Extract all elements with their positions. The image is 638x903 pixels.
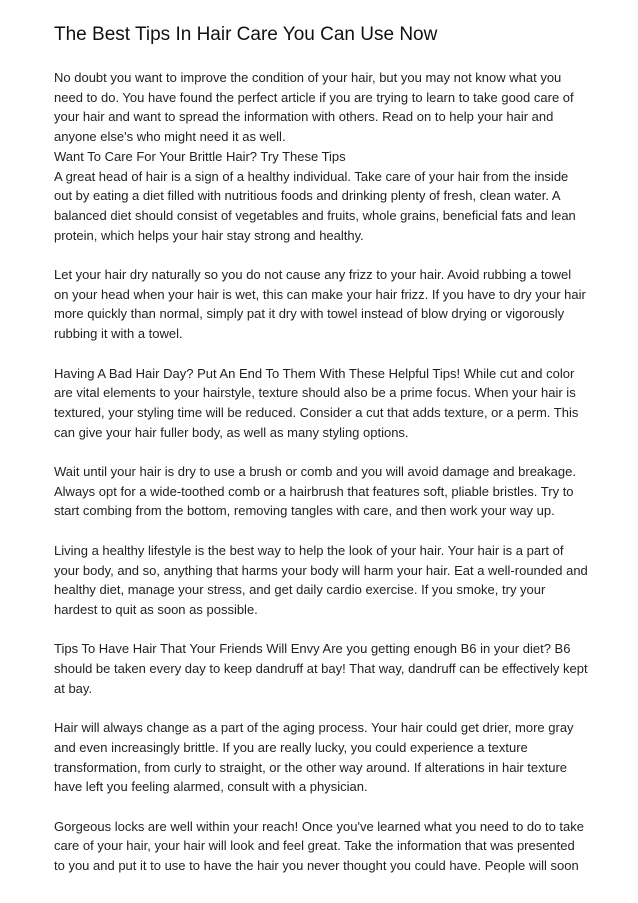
text-line: Having A Bad Hair Day? Put An End To Them With These Helpful Tips! While cut and color: [54, 365, 575, 381]
paragraph-intro: [54, 68, 586, 245]
text-line: balanced diet should consist of vegetables and fruits, whole grains, beneficial fats and lean: [54, 207, 576, 223]
text-line: need to do. You have found the perfect article if you are trying to learn to take good care of: [54, 89, 574, 105]
text-line: have left you feeling alarmed, consult with a physician.: [54, 779, 368, 795]
text-line: rubbing it with a towel.: [54, 326, 183, 342]
text-line: care of your hair, your hair will look and feel great. Take the information that was presented: [54, 838, 575, 854]
text-line: start combing from the bottom, removing tangles with care, and then work your way up.: [54, 503, 555, 519]
paragraph-text: [54, 817, 586, 876]
text-line: protein, which helps your hair stay strong and healthy.: [54, 227, 364, 243]
paragraph-b6-tips: [54, 639, 586, 698]
paragraph-aging: [54, 718, 586, 797]
paragraph-text: [54, 639, 586, 698]
text-line: at bay.: [54, 680, 93, 696]
paragraph-healthy-lifestyle: [54, 541, 586, 620]
text-line: Hair will always change as a part of the aging process. Your hair could get drier, more gray: [54, 720, 574, 736]
text-line: A great head of hair is a sign of a healthy individual. Take care of your hair from the inside: [54, 168, 569, 184]
text-line: should be taken every day to keep dandruff at bay! That way, dandruff can be effectively kept: [54, 661, 588, 677]
paragraph-text: [54, 718, 586, 797]
section-heading: Want To Care For Your Brittle Hair? Try These Tips: [54, 148, 346, 164]
text-line: more quickly than normal, simply pat it dry with towel instead of blow drying or vigorously: [54, 306, 565, 322]
text-line: Living a healthy lifestyle is the best way to help the look of your hair. Your hair is a part of: [54, 542, 564, 558]
text-line: transformation, from curly to straight, or the other way around. If alterations in hair texture: [54, 759, 568, 775]
text-line: healthy diet, manage your stress, and get daily cardio exercise. If you smoke, try your: [54, 582, 546, 598]
paragraph-text: [54, 462, 586, 521]
text-line: and even increasingly brittle. If you are really lucky, you could experience a texture: [54, 739, 528, 755]
text-line: No doubt you want to improve the condition of your hair, but you may not know what you: [54, 70, 562, 85]
paragraph-text: [54, 364, 586, 443]
text-line: to you and put it to use to have the hair you never thought you could have. People will soon: [54, 858, 579, 874]
document-page: [54, 22, 586, 895]
text-line: your hair and want to spread the information with others. Read on to help your hair and: [54, 109, 554, 125]
document-title: The Best Tips In Hair Care You Can Use Now: [54, 24, 438, 45]
text-line: Gorgeous locks are well within your reach! Once you've learned what you need to do to take: [54, 818, 585, 834]
paragraph-dry-naturally: [54, 265, 586, 344]
paragraph-text: [54, 541, 586, 620]
paragraph-text: [54, 68, 586, 245]
text-line: Wait until your hair is dry to use a brush or comb and you will avoid damage and breakage.: [54, 464, 576, 480]
text-line: anyone else's who might need it as well.: [54, 129, 286, 145]
text-line: on your head when your hair is wet, this can make your hair frizz. If you have to dry your hair: [54, 286, 586, 302]
text-line: hardest to quit as soon as possible.: [54, 601, 258, 617]
paragraph-brush-comb: [54, 462, 586, 521]
text-line: Let your hair dry naturally so you do not cause any frizz to your hair. Avoid rubbing a towel: [54, 267, 572, 283]
text-line: are vital elements to your hairstyle, texture should also be a prime focus. When your hair is: [54, 385, 576, 401]
text-line: textured, your styling time will be reduced. Consider a cut that adds texture, or a perm. This: [54, 404, 579, 420]
text-line: your body, and so, anything that harms your body will harm your hair. Eat a well-rounded and: [54, 562, 588, 578]
text-line: can give your hair fuller body, as well as many styling options.: [54, 424, 409, 440]
paragraph-bad-hair-day: [54, 364, 586, 443]
text-line: Tips To Have Hair That Your Friends Will Envy Are you getting enough B6 in your diet? B6: [54, 641, 571, 657]
text-line: out by eating a diet filled with nutritious foods and drinking plenty of fresh, clean water. A: [54, 188, 561, 204]
text-line: Always opt for a wide-toothed comb or a hairbrush that features soft, pliable bristles. Try to: [54, 483, 574, 499]
paragraph-gorgeous-locks: [54, 817, 586, 876]
paragraph-text: [54, 265, 586, 344]
